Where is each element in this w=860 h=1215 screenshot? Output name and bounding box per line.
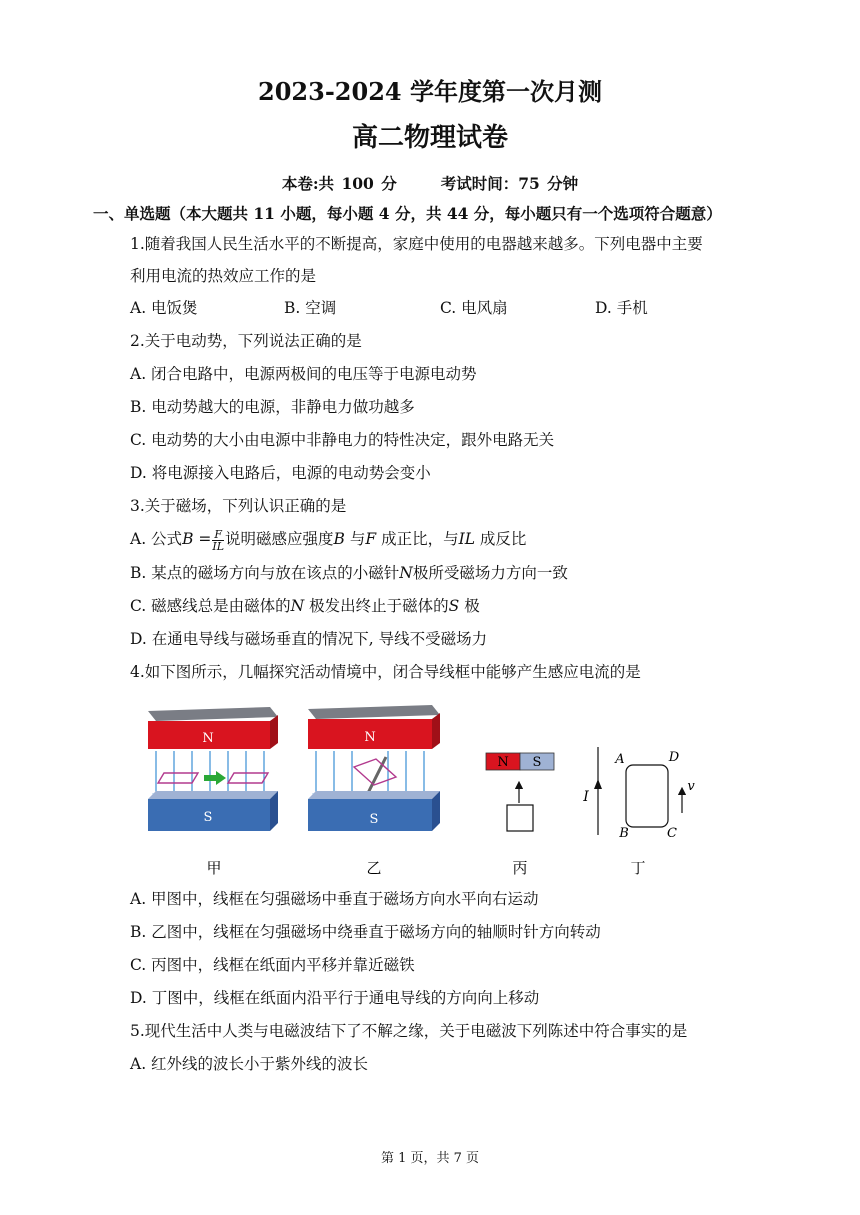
- label-jia: 甲: [206, 859, 222, 877]
- north-label: N: [364, 730, 376, 745]
- south-label: S: [532, 755, 542, 770]
- q4-stem: 4.如下图所示，几幅探究活动情境中，闭合导线框中能够产生感应电流的是: [130, 663, 641, 681]
- q4-option-a: A. 甲图中，线框在匀强磁场中垂直于磁场方向水平向右运动: [130, 890, 539, 908]
- corner-a: A: [615, 752, 625, 767]
- corner-d: D: [668, 750, 680, 765]
- wire-loop-right: [228, 773, 268, 783]
- q5-stem: 5.现代生活中人类与电磁波结下了不解之缘，关于电磁波下列陈述中符合事实的是: [130, 1022, 688, 1040]
- current-direction-icon: [594, 779, 602, 789]
- q4-option-b: B. 乙图中，线框在匀强磁场中绕垂直于磁场方向的轴顺时针方向转动: [130, 923, 601, 941]
- motion-arrow-icon: [204, 771, 226, 785]
- exam-meta: [0, 172, 860, 194]
- figure-bing: [486, 753, 554, 877]
- q2-option-a: A. 闭合电路中，电源两极间的电压等于电源电动势: [130, 365, 477, 383]
- q3-option-c: C. 磁感线总是由磁体的N 极发出终止于磁体的S 极: [130, 597, 480, 615]
- corner-c: C: [667, 826, 677, 841]
- q1-option-d: D. 手机: [595, 299, 648, 317]
- page-footer: 第 1 页，共 7 页: [380, 1151, 480, 1166]
- q3-option-a: A. 公式B = $\frac{F}{IL}$ 说明磁感应强度B 与F 成正比，与IL 成反比: [130, 527, 527, 553]
- magnet-top-rough-surface: [148, 707, 278, 721]
- formula-fraction: $\frac{F}{IL}$: [212, 527, 225, 553]
- q4-option-d: D. 丁图中，线框在纸面内沿平行于通电导线的方向向上移动: [130, 989, 540, 1007]
- figure-ding: [582, 747, 695, 877]
- q1-option-b: B. 空调: [284, 299, 337, 317]
- total-score: 本卷:共 100 分: [281, 174, 397, 193]
- q1-option-c: C. 电风扇: [440, 299, 508, 317]
- exam-title: 2023-2024 学年度第一次月测: [258, 77, 602, 106]
- south-label: S: [203, 810, 213, 825]
- current-label: I: [583, 789, 589, 805]
- exam-time: 考试时间：75 分钟: [440, 174, 579, 193]
- rectangular-loop: [626, 765, 668, 827]
- q5-option-a: A. 红外线的波长小于紫外线的波长: [130, 1055, 369, 1073]
- north-label: N: [497, 755, 509, 770]
- corner-b: B: [619, 826, 629, 841]
- q1-stem-line1: 1.随着我国人民生活水平的不断提高，家庭中使用的电器越来越多。下列电器中主要: [130, 235, 703, 253]
- south-label: S: [369, 812, 379, 827]
- q4-figure: [130, 695, 720, 885]
- wire-loop: [507, 805, 533, 831]
- q2-stem: 2.关于电动势，下列说法正确的是: [130, 332, 362, 350]
- label-yi: 乙: [366, 859, 382, 877]
- q1-stem-line2: 利用电流的热效应工作的是: [130, 267, 317, 285]
- q3-option-d: D. 在通电导线与磁场垂直的情况下, 导线不受磁场力: [130, 630, 488, 648]
- label-bing: 丙: [512, 859, 528, 877]
- q1-option-a: A. 电饭煲: [130, 299, 198, 317]
- north-label: N: [202, 731, 214, 746]
- section-heading: 一、单选题（本大题共 11 小题，每小题 4 分，共 44 分，每小题只有一个选项符合题意）: [93, 204, 722, 223]
- q2-option-c: C. 电动势的大小由电源中非静电力的特性决定，跟外电路无关: [130, 431, 555, 449]
- q3-option-b: B. 某点的磁场方向与放在该点的小磁针N极所受磁场力方向一致: [130, 564, 568, 582]
- figure-yi: [308, 705, 440, 877]
- velocity-label: v: [687, 779, 695, 794]
- q2-option-b: B. 电动势越大的电源，非静电力做功越多: [130, 398, 415, 416]
- q2-option-d: D. 将电源接入电路后，电源的电动势会变小: [130, 464, 431, 482]
- q3-stem: 3.关于磁场，下列认识正确的是: [130, 497, 347, 515]
- exam-subtitle: 高二物理试卷: [351, 123, 508, 153]
- q4-option-c: C. 丙图中，线框在纸面内平移并靠近磁铁: [130, 956, 415, 974]
- label-ding: 丁: [630, 859, 646, 877]
- figure-jia: [148, 707, 278, 877]
